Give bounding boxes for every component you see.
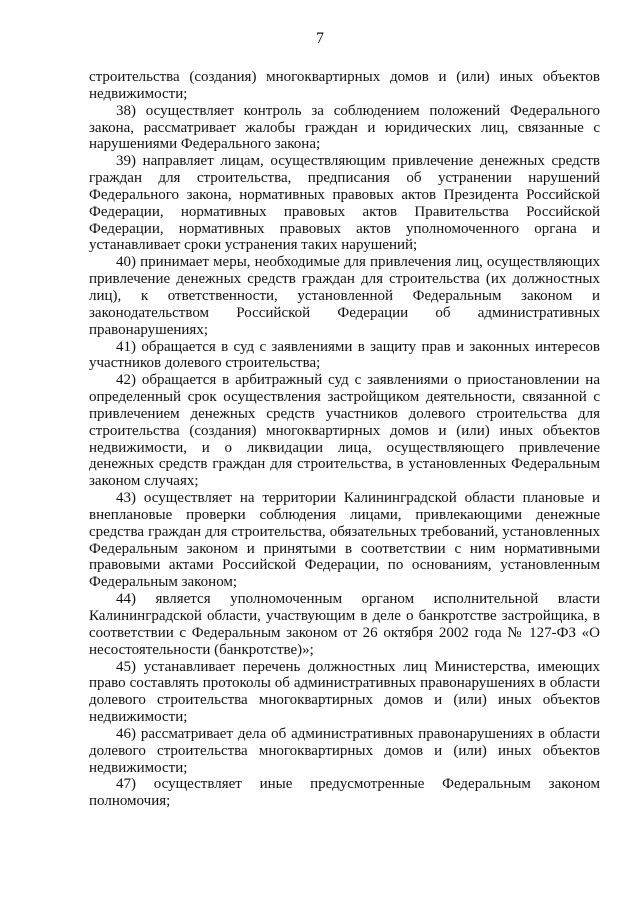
paragraph-item-45: 45) устанавливает перечень должностных лиц Министерства, имеющих право составлять протоколы об административных правонарушениях в области долевого строительства многоквартирных домов и (или) иных объектов недвижимости; xyxy=(89,658,600,726)
paragraph-continuation: строительства (создания) многоквартирных домов и (или) иных объектов недвижимости; xyxy=(89,69,600,102)
paragraph-item-44: 44) является уполномоченным органом исполнительной власти Калининградской области, участвующим в деле о банкротстве застройщика, в соответствии с Федеральным законом от 26 октября 2002 года № 127-ФЗ «О несостоятельности (банкротстве)»; xyxy=(89,591,600,658)
paragraph-item-38: 38) осуществляет контроль за соблюдением положений Федерального закона, рассматривает жалобы граждан и юридических лиц, связанные с нарушениями Федерального закона; xyxy=(89,102,600,153)
document-body xyxy=(89,69,600,810)
paragraph-item-39: 39) направляет лицам, осуществляющим привлечение денежных средств граждан для строительства, предписания об устранении нарушений Федерального закона, нормативных правовых актов Президента Российской Федерации, нормативных правовых актов Правительства Российской Федерации, нормативных правовых актов уполномоченного органа и устанавливает сроки устранения таких нарушений; xyxy=(89,153,600,254)
paragraph-item-40: 40) принимает меры, необходимые для привлечения лиц, осуществляющих привлечение денежных средств граждан для строительства (их должностных лиц), к ответственности, установленной Федеральным законом и законодательством Российской Федерации об административных правонарушениях; xyxy=(89,254,600,338)
paragraph-item-41: 41) обращается в суд с заявлениями в защиту прав и законных интересов участников долевого строительства; xyxy=(89,338,600,372)
page-number: 7 xyxy=(316,30,324,47)
paragraph-item-43: 43) осуществляет на территории Калининградской области плановые и внеплановые проверки соблюдения лицами, привлекающими денежные средства граждан для строительства, обязательных требований, установленных Федеральным законом и принятыми в соответствии с ним нормативными правовыми актами Российской Федерации, по основаниям, установленным Федеральным законом; xyxy=(89,490,600,591)
paragraph-item-46: 46) рассматривает дела об административных правонарушениях в области долевого строительства многоквартирных домов и (или) иных объектов недвижимости; xyxy=(89,725,600,776)
paragraph-item-42: 42) обращается в арбитражный суд с заявлениями о приостановлении на определенный срок осуществления застройщиком деятельности, связанной с привлечением денежных средств участников долевого строительства для строительства (создания) многоквартирных домов и (или) иных объектов недвижимости, и о ликвидации лица, осуществляющего привлечение денежных средств граждан для строительства, в установленных Федеральным законом случаях; xyxy=(89,372,600,490)
paragraph-item-47: 47) осуществляет иные предусмотренные Федеральным законом полномочия; xyxy=(89,776,600,810)
